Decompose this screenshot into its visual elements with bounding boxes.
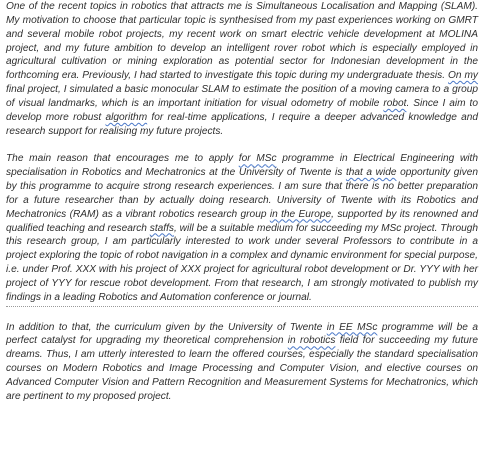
paragraph-spacer — [6, 138, 478, 152]
paragraph-text: field for succeeding my future dreams. Thus, I am utterly interested to learn the offered courses, especially the standard specialisation courses on Modern Robotics and Image Processing and Computer Vision, and elective courses on Advanced Computer Vision and Pattern Recognition and Measurement Systems for Mechatronics, which are pertinent to my proposed project. — [6, 335, 478, 402]
paragraph-2 — [6, 152, 478, 306]
document-body — [6, 0, 478, 404]
paragraph-text: One of the recent topics in robotics that attracts me is Simultaneous Localisation and Mapping (SLAM). My motivation to choose that particular topic is synthesised from my past experiences working on GMRT and several mobile robot projects, my recent work on smart electric vehicle development at MOLINA project, and my future ambition to develop an intelligent rover robot which is especially employed in agricultural cultivation or mining exploration as potential sector for Indonesian development in the forthcoming era. Previously, I had started to investigate this topic during my undergraduate thesis. — [6, 1, 478, 82]
grammar-flag-underline: in EE MSc — [326, 321, 378, 333]
paragraph-text: . Since I aim to develop more robust — [6, 97, 478, 123]
paragraph-text: programme in Electrical Engineering with specialisation in Robotics and Mechatronics at the University of Twente is — [6, 153, 478, 179]
grammar-flag-underline: for MSc — [238, 153, 277, 165]
grammar-flag-underline: in robotics — [287, 335, 336, 347]
grammar-flag-underline: that a wide — [345, 167, 397, 179]
paragraph-text: programme will be a perfect catalyst for upgrading my theoretical comprehension — [6, 321, 478, 347]
paragraph-text: In addition to that, the curriculum given by the University of Twente — [6, 321, 327, 333]
grammar-flag-underline: in the Europe — [269, 208, 332, 220]
paragraph-text: , supported by its renowned and qualified teaching and research — [6, 208, 479, 234]
paragraph-text: The main reason that encourages me to apply — [6, 153, 239, 165]
paragraph-text: for real-time applications, I require a deeper advanced knowledge and research support for realising my future projects. — [6, 111, 478, 137]
paragraph-3 — [6, 321, 478, 404]
grammar-flag-underline: algorithm — [105, 111, 148, 123]
paragraph-text: final project, I simulated a basic monocular SLAM to estimate the position of a moving camera to a group of visual landmarks, which is an important initiation for visual odometry of mobile — [6, 84, 478, 109]
grammar-flag-underline: On my — [448, 70, 478, 82]
paragraph-1 — [6, 0, 478, 138]
grammar-flag-underline: staffs — [149, 222, 174, 234]
grammar-flag-underline: robot — [383, 97, 407, 109]
paragraph-text: , will be a suitable medium for succeeding my MSc project. Through this research group, I am particularly interested to work under several Professors to contribute in a project exploring the topic of robot navigation in a complex and dynamic environment for special purpose, i.e. under Prof. XXX with his project of XXX project for agricultural robot development or Dr. YYY with her project of YYY for rescue robot development. From that research, I am strongly motivated to publish my findings in a leading Robotics and Automation conference or journal. — [6, 222, 478, 303]
paragraph-text: opportunity given by this programme to acquire strong research experiences. I am sure that there is no better preparation for a future researcher than by actually doing research. University of Twente with its Robotics and Mechatronics (RAM) as a vibrant robotics research group — [6, 167, 478, 220]
paragraph-spacer — [6, 311, 478, 321]
